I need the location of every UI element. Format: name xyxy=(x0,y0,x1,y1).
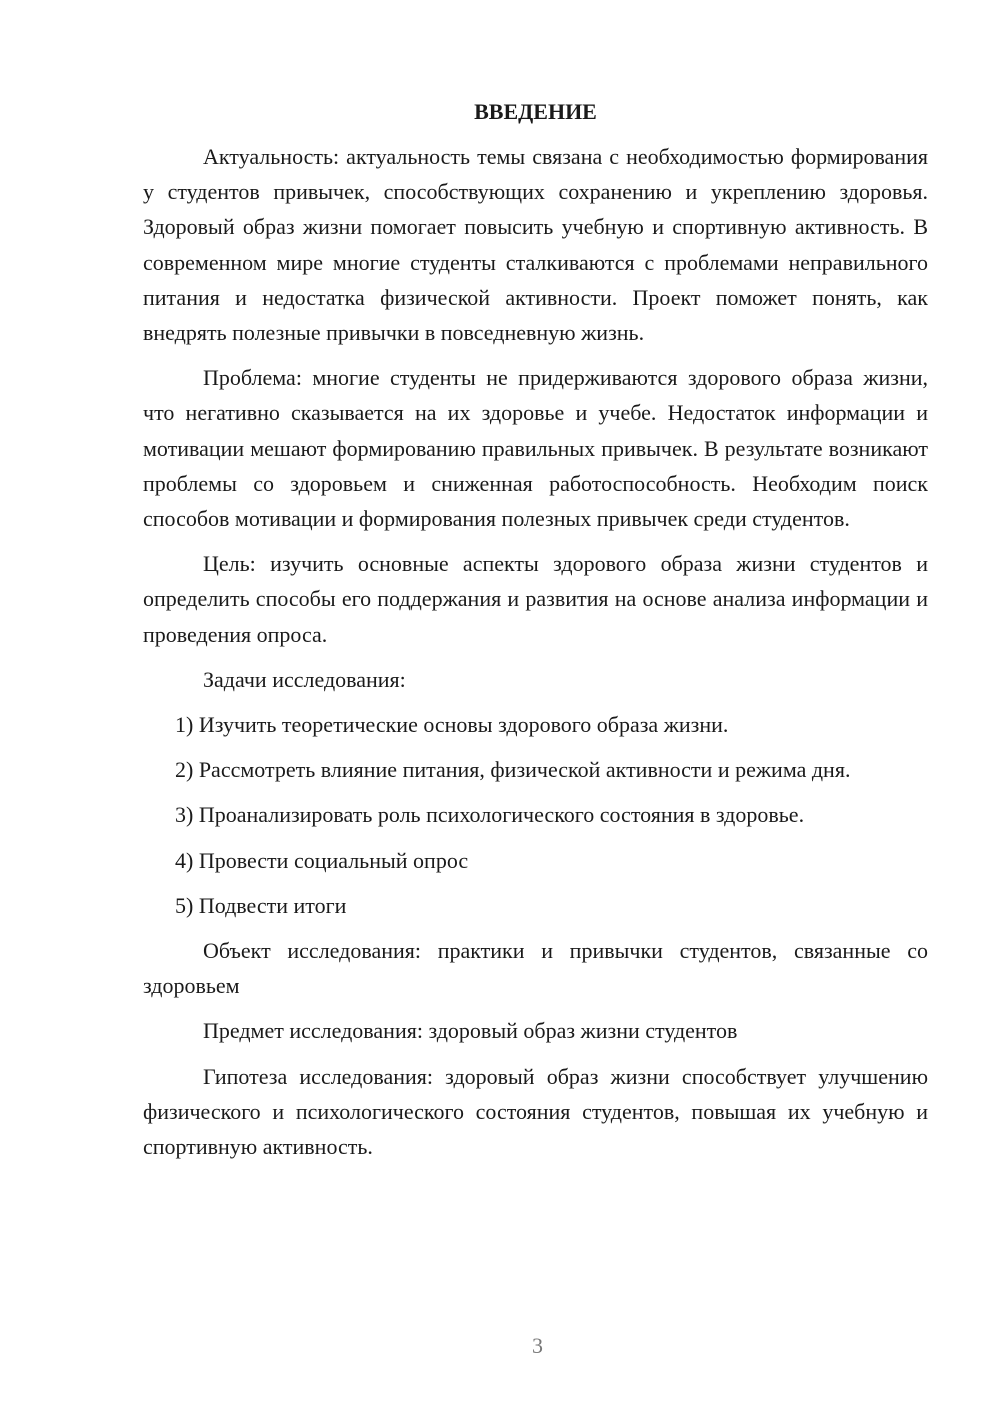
paragraph-tasks-heading: Задачи исследования: xyxy=(203,666,406,692)
tasks-list xyxy=(143,707,928,923)
paragraph-hypothesis: Гипотеза исследования: здоровый образ жизни способствует улучшению физического и психологического состояния студентов, повышая их учебную и спортивную активность. xyxy=(143,1063,928,1160)
list-item: 3) Проанализировать роль психологического состояния в здоровье. xyxy=(175,802,805,828)
list-item: 4) Провести социальный опрос xyxy=(175,847,469,873)
list-item: 5) Подвести итоги xyxy=(175,892,347,918)
list-item: 2) Рассмотреть влияние питания, физической активности и режима дня. xyxy=(175,757,851,783)
paragraph-goal: Цель: изучить основные аспекты здорового образа жизни студентов и определить способы его поддержания и развития на основе анализа информации и проведения опроса. xyxy=(143,551,928,647)
page-number: 3 xyxy=(532,1333,543,1358)
paragraph-problem: Проблема: многие студенты не придерживаются здорового образа жизни, что негативно сказывается на их здоровье и учебе. Недостаток информации и мотивации мешают формированию правильных привычек. В результате возникают проблемы со здоровьем и сниженная работоспособность. Необходим поиск способов мотивации и формирования полезных привычек среди студентов. xyxy=(143,365,928,532)
paragraph-relevance: Актуальность: актуальность темы связана с необходимостью формирования у студентов привычек, способствующих сохранению и укреплению здоровья. Здоровый образ жизни помогает повысить учебную и спортивную активность. В современном мире многие студенты сталкиваются с проблемами неправильного питания и недостатка физической активности. Проект поможет понять, как внедрять полезные привычки в повседневную жизнь. xyxy=(143,144,928,346)
paragraph-subject: Предмет исследования: здоровый образ жизни студентов xyxy=(203,1018,738,1044)
page-content xyxy=(143,94,928,1174)
list-item: 1) Изучить теоретические основы здорового образа жизни. xyxy=(175,712,729,738)
page-title: ВВЕДЕНИЕ xyxy=(474,99,597,124)
paragraph-object: Объект исследования: практики и привычки студентов, связанные со здоровьем xyxy=(143,938,928,999)
